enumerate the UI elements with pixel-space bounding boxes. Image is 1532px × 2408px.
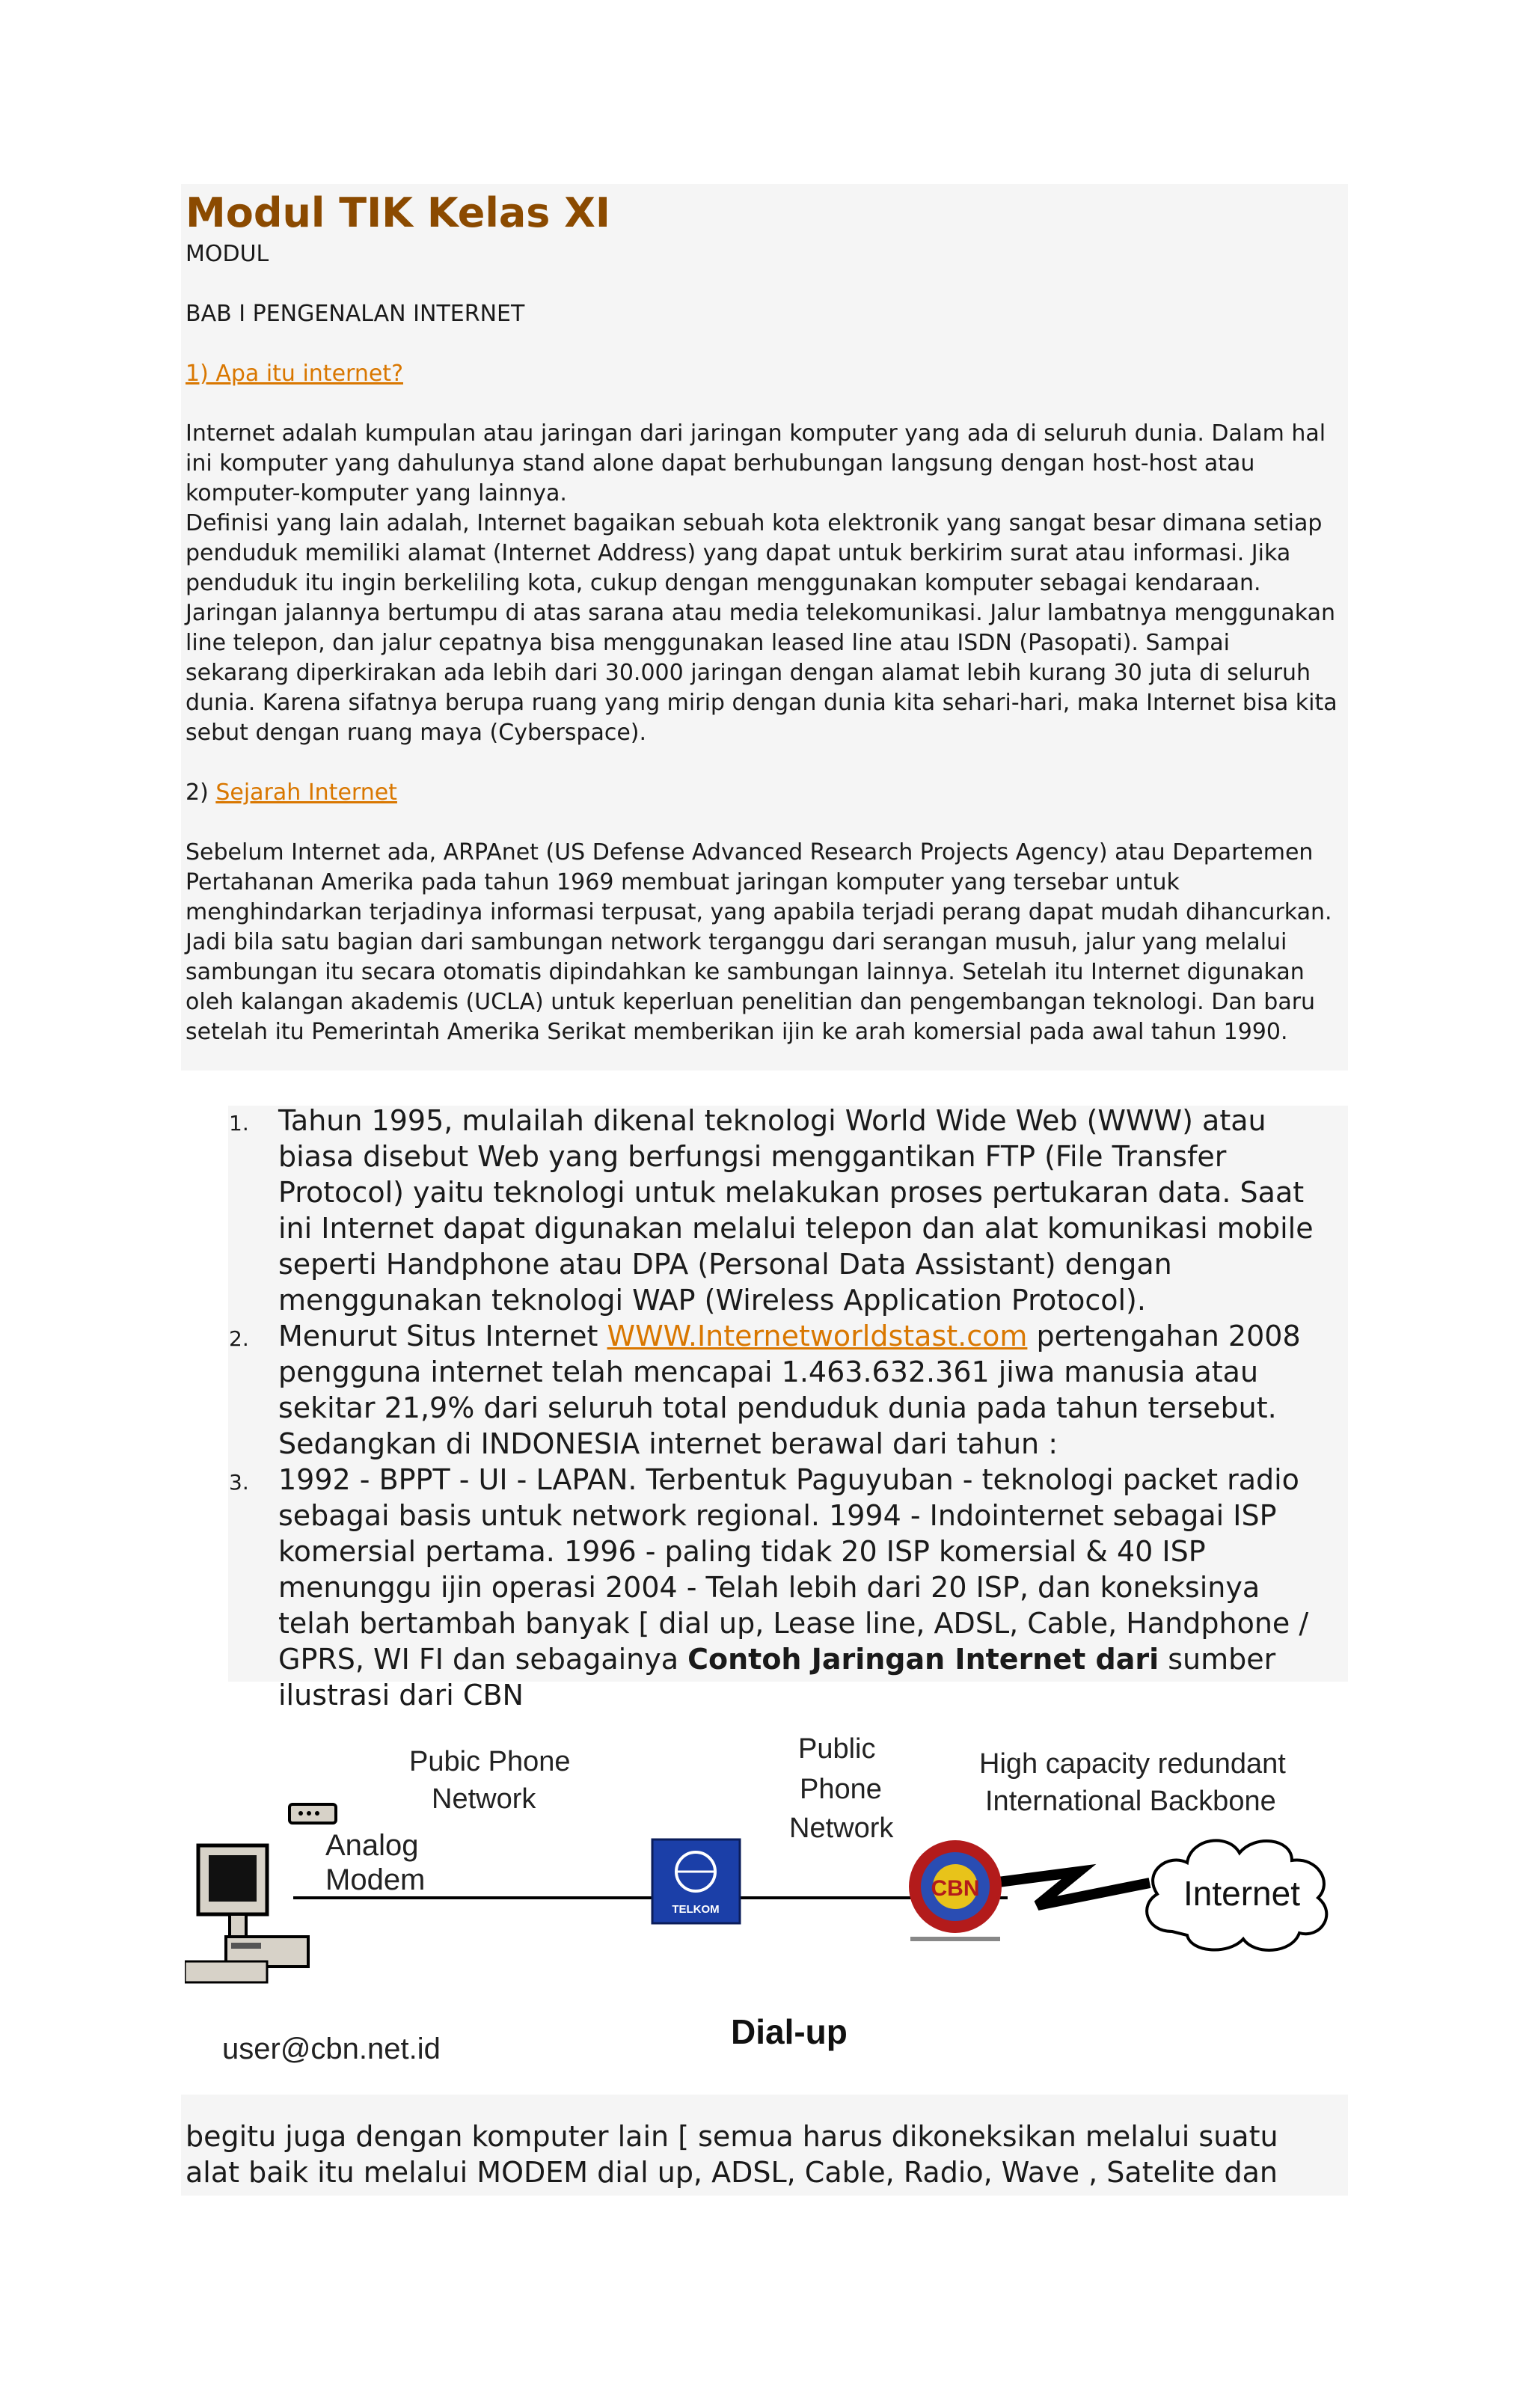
history-list bbox=[229, 1103, 1336, 1713]
page-title: Modul TIK Kelas XI bbox=[186, 189, 610, 236]
list-number: 2. bbox=[229, 1326, 249, 1351]
list-item bbox=[229, 1318, 1336, 1462]
section-1-link[interactable]: 1) Apa itu internet? bbox=[186, 361, 403, 387]
cbn-logo-icon bbox=[909, 1840, 1002, 1941]
section-1-paragraph-1: Internet adalah kumpulan atau jaringan dari jaringan komputer yang ada di seluruh dunia. Dalam hal ini komputer yang dahulunya stand alone dapat berhubungan langsung dengan host-host atau komputer-komputer yang lainnya. bbox=[186, 420, 1326, 506]
section-2-prefix: 2) bbox=[186, 779, 216, 806]
public-phone-label-1-line-2: Network bbox=[432, 1783, 536, 1815]
cbn-label: CBN bbox=[931, 1876, 980, 1901]
section-2-paragraph: Sebelum Internet ada, ARPAnet (US Defense Advanced Research Projects Agency) atau Departemen Pertahanan Amerika pada tahun 1969 membuat jaringan komputer yang tersebar untuk menghindarkan terjadinya informasi terpusat, yang apabila terjadi perang dapat mudah dihancurkan. Jadi bila satu bagian dari sambungan network terganggu dari serangan musuh, jalur yang melalui sambungan itu secara otomatis dipindahkan ke sambungan lainnya. Setelah itu Internet digunakan oleh kalangan akademis (UCLA) untuk keperluan penelitian dan pengembangan teknologi. Dan baru setelah itu Pemerintah Amerika Serikat memberikan ijin ke arah komersial pada awal tahun 1990. bbox=[186, 839, 1332, 1045]
public-phone-label-2-line-3: Network bbox=[789, 1813, 894, 1844]
backbone-label-line-2: International Backbone bbox=[985, 1786, 1276, 1817]
list-number: 3. bbox=[229, 1470, 249, 1495]
chapter-heading: BAB I PENGENALAN INTERNET bbox=[186, 301, 525, 327]
section-1-paragraph-2: Definisi yang lain adalah, Internet bagaikan sebuah kota elektronik yang sangat besar dimana setiap penduduk memiliki alamat (Internet Address) yang dapat untuk berkirim surat atau informasi. Jika penduduk itu ingin berkeliling kota, cukup dengan menggunakan komputer sebagai kendaraan. Jaringan jalannya bertumpu di atas sarana atau media telekomunikasi. Jalur lambatnya menggunakan line telepon, dan jalur cepatnya bisa menggunakan leased line atau ISDN (Pasopati). Sampai sekarang diperkirakan ada lebih dari 30.000 jaringan dengan alamat lebih kurang 30 juta di seluruh dunia. Karena sifatnya berupa ruang yang mirip dengan dunia kita sehari-hari, maka Internet bisa kita sebut dengan ruang maya (Cyberspace). bbox=[186, 510, 1338, 746]
modem-label-line-1: Analog bbox=[325, 1829, 419, 1862]
list-item bbox=[229, 1462, 1336, 1713]
list-item-bold-text: Contoh Jaringan Internet dari bbox=[687, 1643, 1159, 1676]
modem-label-line-2: Modem bbox=[325, 1863, 426, 1896]
section-2-link[interactable]: Sejarah Internet bbox=[215, 779, 397, 806]
dialup-label: Dial-up bbox=[731, 2012, 848, 2051]
subtitle: MODUL bbox=[186, 241, 269, 267]
section-2-heading bbox=[186, 778, 1338, 808]
telkom-label: TELKOM bbox=[672, 1903, 720, 1916]
document-body bbox=[186, 187, 1338, 1047]
bottom-paragraph: begitu juga dengan komputer lain [ semua harus dikoneksikan melalui suatu alat baik itu melalui MODEM dial up, ADSL, Cable, Radio, Wave , Satelite dan bbox=[186, 2120, 1278, 2189]
list-item bbox=[229, 1103, 1336, 1318]
public-phone-label-2-line-2: Phone bbox=[800, 1774, 882, 1805]
public-phone-label-1-line-1: Pubic Phone bbox=[409, 1746, 571, 1777]
modem-icon bbox=[289, 1804, 336, 1823]
wireless-bolt-icon bbox=[993, 1872, 1150, 1905]
list-item-text: pertengahan 2008 pengguna internet telah mencapai 1.463.632.361 jiwa manusia atau sekitar 21,9% dari seluruh total penduduk dunia pada tahun tersebut. Sedangkan di INDONESIA internet berawal dari tahun : bbox=[278, 1320, 1301, 1460]
backbone-label-line-1: High capacity redundant bbox=[979, 1748, 1286, 1780]
list-item-text: 1992 - BPPT - UI - LAPAN. Terbentuk Paguyuban - teknologi packet radio sebagai basis untuk network regional. 1994 - Indointernet sebagai ISP komersial pertama. 1996 - paling tidak 20 ISP komersial & 40 ISP menunggu ijin operasi 2004 - Telah lebih dari 20 ISP, dan koneksinya telah bertambah banyak [ dial up, Lease line, ADSL, Cable, Handphone / GPRS, WI FI dan sebagainya bbox=[278, 1463, 1309, 1676]
computer-icon bbox=[185, 1845, 308, 1982]
internet-label: Internet bbox=[1183, 1874, 1300, 1913]
telkom-logo-icon bbox=[652, 1839, 740, 1923]
internetworldstats-link[interactable]: WWW.Internetworldstast.com bbox=[607, 1320, 1028, 1352]
list-item-text: sumber ilustrasi dari CBN bbox=[278, 1643, 1276, 1712]
list-item-text: Menurut Situs Internet bbox=[278, 1320, 607, 1352]
user-email-label: user@cbn.net.id bbox=[222, 2032, 441, 2065]
list-item-text: Tahun 1995, mulailah dikenal teknologi World Wide Web (WWW) atau biasa disebut Web yang berfungsi menggantikan FTP (File Transfer Protocol) yaitu teknologi untuk melakukan proses pertukaran data. Saat ini Internet dapat digunakan melalui telepon dan alat komunikasi mobile seperti Handphone atau DPA (Personal Data Assistant) dengan menggunakan teknologi WAP (Wireless Application Protocol). bbox=[278, 1104, 1314, 1317]
public-phone-label-2-line-1: Public bbox=[798, 1733, 876, 1765]
list-number: 1. bbox=[229, 1111, 249, 1136]
network-diagram bbox=[185, 1715, 1348, 2092]
